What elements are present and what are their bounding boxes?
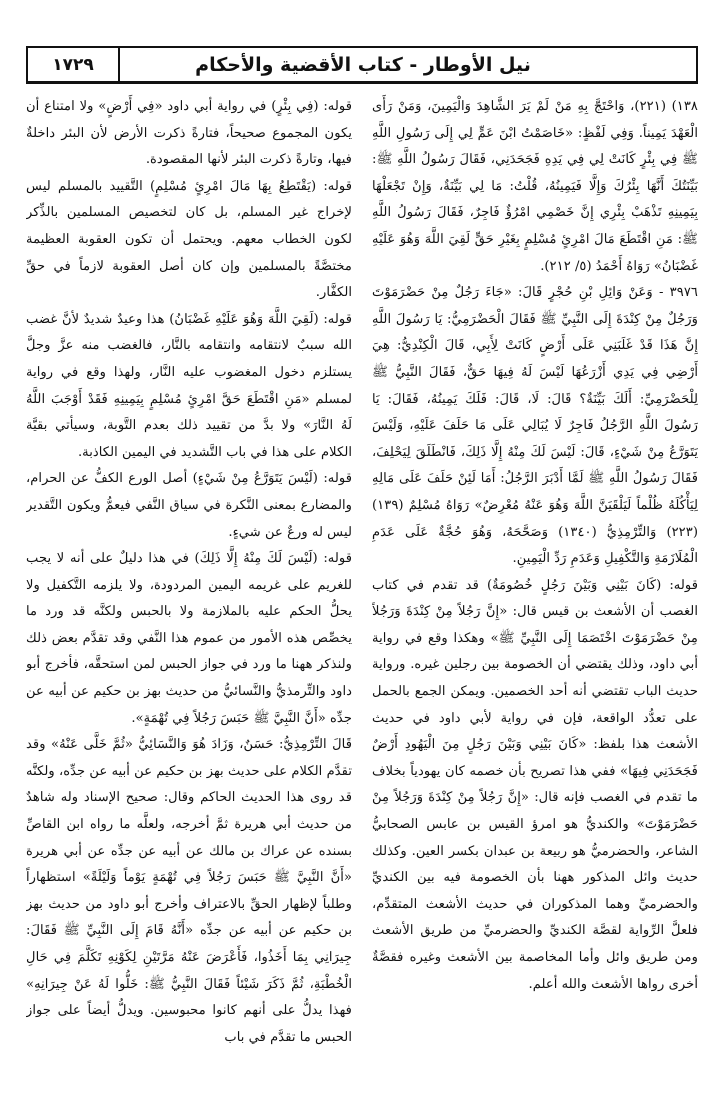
left-column	[26, 94, 352, 1094]
hadith-paragraph: ١٣٨) (٢٢١)، وَاحْتَجَّ بِهِ مَنْ لَمْ يَرَ الشَّاهِدَ وَالْيَمِينَ، وَمَنْ رَأَى الْعَهْدَ يَمِيناً. وَفِي لَفْظٍ: «خَاصَمْتُ ابْنَ عَمٍّ لِي إِلَى رَسُولِ اللَّهِ ﷺ فِي بِئْرٍ كَانَتْ لِي فِي يَدِهِ فَجَحَدَنِي، فَقَالَ رَسُولُ اللَّهِ ﷺ: بَيِّنَتُكَ أَنَّهَا بِئْرُكَ وَإِلَّا فَيَمِينُهُ، قُلْتُ: مَا لِي بَيِّنَةٌ، وَإِنْ تَجْعَلْهَا بِيَمِينِهِ تَذْهَبْ بِئْرِي إِنَّ خَصْمِي امْرُؤٌ فَاجِرٌ، فَقَالَ رَسُولُ اللَّهِ ﷺ: مَنِ اقْتَطَعَ مَالَ امْرِئٍ مُسْلِمٍ بِغَيْرِ حَقٍّ لَقِيَ اللَّهَ وَهُوَ عَلَيْهِ غَضْبَانُ» رَوَاهُ أَحْمَدُ (٥/ ٢١٢).	[372, 99, 698, 274]
right-column	[372, 94, 698, 1094]
commentary-paragraph: قوله: (لَيْسَ لَكَ مِنْهُ إِلَّا ذَلِكَ) في هذا دليلٌ على أنه لا يجب للغريم على غريمه اليمين المردودة، ولا يلزمه التَّكفيل ولا يحلُّ الحكم عليه بالملازمة ولا بالحبس ولكنَّه قد ورد ما يخصِّص هذه الأمور من عموم هذا النَّفي وقد تقدَّم بعض ذلك ولنذكر ههنا ما ورد في جواز الحبس لمن استحقَّه، فأخرج أبو داود والتِّرمذيُّ والنَّسائيُّ من حديث بهز بن حكيم عن أبيه عن جدِّه «أَنَّ النَّبِيَّ ﷺ حَبَسَ رَجُلاً فِي تُهْمَةٍ».	[26, 551, 352, 726]
page-number: ١٧٢٩	[28, 48, 120, 81]
book-page	[26, 46, 698, 1096]
page-header	[26, 46, 698, 84]
commentary-paragraph: قوله: (لَقِيَ اللَّهَ وَهُوَ عَلَيْهِ غَضْبَانُ) هذا وعيدٌ شديدٌ لأنَّ غضب الله سببٌ لانتقامه وانتقامه بالنَّار، فالغضب منه عزَّ وجلَّ يستلزم دخول المغضوب عليه النَّار، ولهذا وقع في رواية لمسلم «مَنِ اقْتَطَعَ حَقَّ امْرِئٍ مُسْلِمٍ بِيَمِينِهِ فَقَدْ أَوْجَبَ اللَّهُ لَهُ النَّارَ» ولا بدَّ من تقييد ذلك بعدم التَّوبة، وسيأتي بقيَّة الكلام على هذا في باب التَّشديد في اليمين الكاذبة.	[26, 311, 352, 460]
hadith-paragraph: ٣٩٧٦ - وَعَنْ وَائِلِ بْنِ حُجْرٍ قَالَ: «جَاءَ رَجُلٌ مِنْ حَضْرَمَوْتَ وَرَجُلٌ مِنْ كِنْدَةَ إِلَى النَّبِيِّ ﷺ فَقَالَ الْحَضْرَمِيُّ: يَا رَسُولَ اللَّهِ إِنَّ هَذَا قَدْ غَلَبَنِي عَلَى أَرْضٍ كَانَتْ لِأَبِي، قَالَ الْكِنْدِيُّ: هِيَ أَرْضِي فِي يَدِي أَزْرَعُهَا لَيْسَ لَهُ فِيهَا حَقٌّ، فَقَالَ النَّبِيُّ ﷺ لِلْحَضْرَمِيِّ: أَلَكَ بَيِّنَةٌ؟ قَالَ: لَا، قَالَ: فَلَكَ يَمِينُهُ، فَقَالَ: يَا رَسُولَ اللَّهِ الرَّجُلُ فَاجِرٌ لَا يُبَالِي عَلَى مَا حَلَفَ عَلَيْهِ، وَلَيْسَ يَتَوَرَّعُ مِنْ شَيْءٍ، قَالَ: لَيْسَ لَكَ مِنْهُ إِلَّا ذَلِكَ، فَانْطَلَقَ لِيَحْلِفَ، فَقَالَ رَسُولُ اللَّهِ ﷺ لَمَّا أَدْبَرَ الرَّجُلُ: أَمَا لَئِنْ حَلَفَ عَلَى مَالِهِ لِيَأْكُلَهُ ظُلْماً لَيَلْقَيَنَّ اللَّهَ وَهُوَ عَنْهُ مُعْرِضٌ» رَوَاهُ مُسْلِمٌ (١٣٩) (٢٢٣) وَالتِّرْمِذِيُّ (١٣٤٠) وَصَحَّحَهُ، وَهُوَ حُجَّةٌ عَلَى عَدَمِ الْمُلَازَمَةِ وَالتَّكْفِيلِ وَعَدَمِ رَدِّ الْيَمِينِ.	[372, 285, 698, 567]
commentary-paragraph: قَالَ التِّرْمِذِيُّ: حَسَنٌ، وَزَادَ هُوَ وَالنَّسَائِيُّ «ثُمَّ خَلَّى عَنْهُ» وقد تقدَّم الكلام على حديث بهز بن حكيم عن أبيه عن جدِّه، ولكنَّه قد روى هذا الحديث الحاكم وقال: صحيح الإسناد وله شاهدٌ من حديث أبي هريرة ثمَّ أخرجه، ولعلَّه ما رواه ابن القاصِّ بسنده عن عراك بن مالك عن أبيه عن جدِّه عن أبي هريرة «أَنَّ النَّبِيَّ ﷺ حَبَسَ رَجُلاً فِي تُهْمَةٍ يَوْماً وَلَيْلَةً» استظهاراً وطلباً لإظهار الحقِّ بالاعتراف وأخرج أبو داود من حديث بهز بن حكيم عن أبيه عن جدِّه «أَنَّهُ قَامَ إِلَى النَّبِيِّ ﷺ فَقَالَ: جِيرَانِي بِمَا أَخَذُوا، فَأَعْرَضَ عَنْهُ مَرَّتَيْنِ لِكَوْنِهِ تَكَلَّمَ فِي حَالِ الْخُطْبَةِ، ثُمَّ ذَكَرَ شَيْئاً فَقَالَ النَّبِيُّ ﷺ: خَلُّوا لَهُ عَنْ جِيرَانِهِ» فهذا يدلُّ على أنهم كانوا محبوسين. ويدلُّ أيضاً على جواز الحبس ما تقدَّم في باب	[26, 737, 352, 1045]
commentary-paragraph: قوله: (يَقْتَطِعُ بِهَا مَالَ امْرِئٍ مُسْلِمٍ) التَّقييد بالمسلم ليس لإخراج غير المسلم، بل كان لتخصيص المسلمين بالذِّكر لكون الخطاب معهم. ويحتمل أن تكون العقوبة العظيمة مختصَّةً بالمسلمين وإن كان أصل العقوبة لازماً في حقِّ الكفَّار.	[26, 178, 352, 301]
commentary-paragraph: قوله: (فِي بِئْرٍ) في رواية أبي داود «فِي أَرْضٍ» ولا امتناع أن يكون المجموع صحيحاً، فتارةً ذكرت الأرض لأن البئر داخلةٌ فيها، وتارةً ذكرت البئر لأنها المقصودة.	[26, 99, 352, 168]
commentary-paragraph: قوله: (كَانَ بَيْنِي وَبَيْنَ رَجُلٍ خُصُومَةٌ) قد تقدم في كتاب الغصب أن الأشعث بن قيس قال: «إِنَّ رَجُلاً مِنْ كِنْدَةَ وَرَجُلاً مِنْ حَضْرَمَوْتَ اخْتَصَمَا إِلَى النَّبِيِّ ﷺ» وهكذا وقع في رواية أبي داود، وذلك يقتضي أن الخصومة بين رجلين غيره. ورواية حديث الباب تقتضي أنه أحد الخصمين. ويمكن الجمع بالحمل على تعدُّد الواقعة، فإن في رواية لأبي داود في حديث الأشعث هذا بلفظ: «كَانَ بَيْنِي وَبَيْنَ رَجُلٍ مِنَ الْيَهُودِ أَرْضٌ فَجَحَدَنِي فِيهَا» ففي هذا تصريح بأن خصمه كان يهودياً بخلاف ما تقدم في الغصب فإنه قال: «إِنَّ رَجُلاً مِنْ كِنْدَةَ وَرَجُلاً مِنْ حَضْرَمَوْتَ» والكنديُّ هو امرؤ القيس بن عابس الصحابيُّ الشاعر، والحضرميُّ هو ربيعة بن عبدان بكسر العين. وكذلك حديث وائل المذكور ههنا بأن الخصومة فيه بين الكنديِّ والحضرميِّ وهما المذكوران في حديث الأشعث المتقدِّم، فلعلَّ الرِّواية لقصَّة الكنديِّ والحضرميِّ من طريق الأشعث ومن طريق وائل وأما المخاصمة بين الأشعث وغيره فقصَّةٌ أخرى رواها الأشعث والله أعلم.	[372, 577, 698, 992]
commentary-paragraph: قوله: (لَيْسَ يَتَوَرَّعُ مِنْ شَيْءٍ) أصل الورع الكفُّ عن الحرام، والمضارع بمعنى النَّكرة في سياق النَّفي فيعمُّ ويكون التَّقدير ليس له ورعٌ عن شيءٍ.	[26, 471, 352, 540]
running-title: نيل الأوطار - كتاب الأقضية والأحكام	[195, 53, 531, 76]
